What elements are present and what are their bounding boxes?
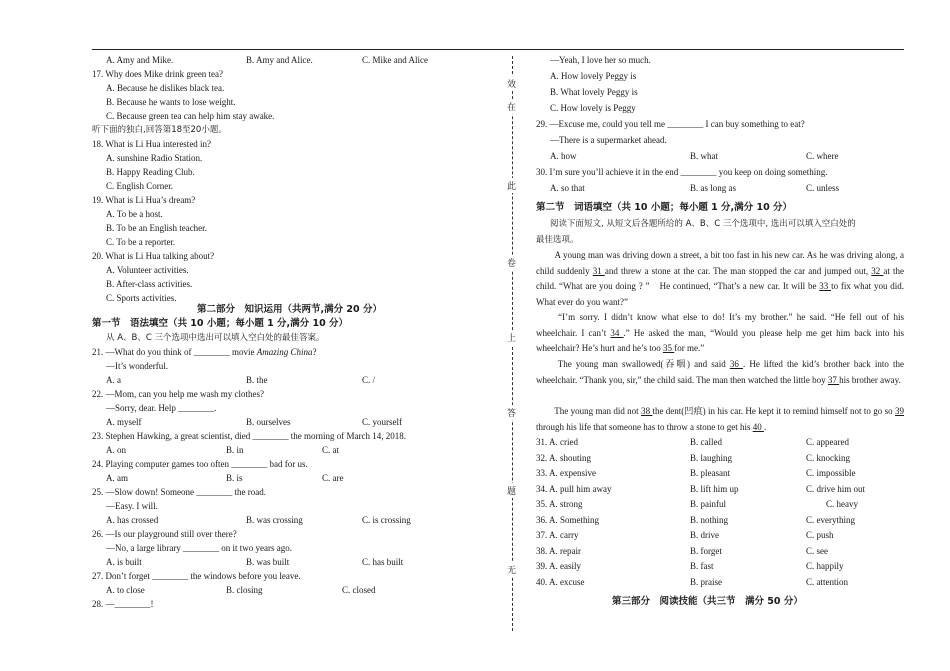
question-line: 19. What is Li Hua’s dream? (92, 195, 196, 205)
option-choice: B. nothing (690, 514, 729, 525)
option-choice: B. laughing (690, 452, 732, 463)
blank-number: 38 (641, 406, 653, 416)
binding-char: 题 (507, 483, 516, 498)
section-heading: 第一节 语法填空（共 10 小题；每小题 1 分,满分 10 分） (92, 318, 349, 329)
option-choice: C. attention (806, 576, 848, 587)
option-choice: 31. A. cried (536, 437, 578, 447)
blank-number: 36 (729, 359, 743, 369)
question-line: A. How lovely Peggy is (550, 71, 637, 81)
blank-number: 40 (752, 421, 764, 432)
question-line: 27. Don’t forget ________ the windows before you leave. (92, 571, 301, 581)
option-choice: C. appeared (806, 437, 849, 447)
passage-text: the dent(凹痕) in his car. He kept it to remind himself not to go so (652, 406, 895, 416)
question-line: C. where (806, 151, 839, 161)
section-heading: 第二部分 知识运用（共两节,满分 20 分） (197, 304, 382, 315)
question-line: C. are (322, 473, 344, 483)
binding-char: 在 (507, 99, 516, 114)
question-line: 25. —Slow down! Someone ________ the road. (92, 487, 266, 497)
option-choice: C. drive him out (806, 483, 865, 494)
question-line: A. to close (106, 585, 145, 595)
passage-text: his brother away. (839, 374, 901, 385)
blank-number: 37 (827, 374, 840, 385)
question-line: A. on (106, 445, 126, 455)
question-line: A. a (106, 375, 121, 385)
question-line: A. how (550, 151, 577, 161)
question-line: —Yeah, I love her so much. (550, 55, 651, 65)
option-choice: C. push (806, 530, 834, 540)
question-line: —It’s wonderful. (106, 361, 168, 371)
option-choice: C. everything (806, 514, 855, 525)
option-choice: 40. A. excuse (536, 576, 585, 587)
question-line: C. is crossing (362, 515, 411, 525)
question-line: C. at (322, 445, 339, 455)
section-heading: 第三部分 阅读技能（共三节 满分 50 分） (612, 596, 803, 607)
question-line: A. Volunteer activities. (106, 265, 189, 275)
passage-text: . He lifted the kid’s brother back into the wheelchair. “Thank you, sir,” the child said. The man then watched the little boy (536, 359, 905, 385)
binding-char: 答 (507, 405, 516, 420)
question-line: C. Because green tea can help him stay awake. (106, 111, 275, 121)
blank-number: 35 (662, 343, 675, 354)
option-choice: 32. A. shouting (536, 452, 592, 463)
question-line: —Sorry, dear. Help ________. (106, 403, 217, 413)
question-line: 23. Stephen Hawking, a great scientist, died ________ the morning of March 14, 2018. (92, 431, 406, 441)
question-line: 29. —Excuse me, could you tell me ________ I can buy something to eat? (536, 119, 805, 129)
question-line: 26. —Is our playground still over there? (92, 529, 237, 539)
question-line: —No, a large library ________ on it two years ago. (106, 543, 293, 553)
binding-char: 上 (507, 330, 516, 345)
question-line: B. closing (226, 585, 263, 595)
question-line: A. is built (106, 557, 142, 567)
question-line: —There is a supermarket ahead. (550, 135, 667, 145)
option-choice: B. drive (690, 530, 719, 540)
passage-text: for me.” (674, 343, 705, 354)
binding-char: 卷 (507, 255, 516, 270)
option-choice: B. called (690, 437, 722, 447)
option-choice: B. forget (690, 545, 722, 556)
question-line: A. Because he dislikes black tea. (106, 83, 225, 93)
option-choice: C. happily (806, 561, 844, 571)
question-line: 24. Playing computer games too often ________ bad for us. (92, 459, 308, 469)
question-line: B. Because he wants to lose weight. (106, 97, 236, 107)
binding-char: 此 (507, 178, 516, 193)
binding-char: 无 (507, 562, 516, 577)
instruction-text: 阅读下面短文, 从短文后各题所给的 A、B、C 三个选项中, 选出可以填入空白处的 (550, 219, 856, 229)
binding-char: 效 (507, 76, 516, 91)
option-choice: 35. A. strong (536, 499, 583, 509)
passage-text: to fix what you did. What ever do you want?” (536, 281, 905, 307)
question-line: —Easy. I will. (106, 501, 158, 511)
question-line: B. in (226, 445, 244, 455)
question-line: C. How lovely is Peggy (550, 103, 636, 113)
question-line: C. unless (806, 183, 840, 193)
passage-text: and threw a stone at the car. The man stopped the car and jumped out, (604, 265, 872, 276)
passage-text: The young man did not (536, 406, 642, 416)
option-choice: B. fast (690, 561, 714, 571)
question-line: 30. I’m sure you’ll achieve it in the end ________ you keep on doing something. (536, 167, 828, 177)
passage-text: . (763, 421, 767, 432)
section-heading: 第二节 词语填空（共 10 小题；每小题 1 分,满分 10 分） (536, 202, 793, 213)
question-line: 28. —________! (92, 599, 154, 609)
question-line: C. English Corner. (106, 181, 173, 191)
question-line: B. ourselves (246, 417, 291, 427)
question-line: A. has crossed (106, 515, 159, 525)
passage-text: The young man swallowed(吞咽) and said (536, 359, 730, 369)
question-line: B. Happy Reading Club. (106, 167, 195, 177)
option-choice: C. impossible (806, 468, 856, 478)
question-line: A. so that (550, 183, 585, 193)
question-line: C. / (362, 375, 376, 385)
option-choice: B. pleasant (690, 468, 730, 478)
top-rule (92, 49, 904, 50)
question-line: C. Sports activities. (106, 293, 177, 303)
option-choice: 34. A. pull him away (536, 483, 612, 494)
question-line: B. as long as (690, 183, 736, 193)
question-line: 20. What is Li Hua talking about? (92, 251, 215, 261)
question-line: B. is (226, 473, 243, 483)
question-line: A. Amy and Mike. (106, 55, 174, 65)
passage-text: .” He asked the man, “Would you please help me get him back into his wheelchair? He’s hurt and he’s too (536, 327, 904, 354)
question-line: A. am (106, 473, 128, 483)
option-choice: B. praise (690, 576, 722, 587)
question-line: 22. —Mom, can you help me wash my clothes? (92, 389, 264, 399)
blank-number: 31 (592, 265, 605, 276)
question-line: B. was built (246, 557, 290, 567)
passage-text: at the child. “What are you doing ? ” He continued, “That’s a new car. It will be (536, 265, 905, 292)
question-line: B. the (246, 375, 268, 385)
passage-text: A young man was driving down a street, a bit too fast in his new car. As he was driving along, a child suddenly (536, 250, 904, 276)
question-line: A. sunshine Radio Station. (106, 153, 203, 163)
option-choice: 36. A. Something (536, 514, 600, 525)
question-line: B. After-class activities. (106, 279, 193, 289)
option-choice: C. heavy (826, 499, 858, 509)
question-line: 17. Why does Mike drink green tea? (92, 69, 224, 79)
question-line: B. To be an English teacher. (106, 223, 207, 233)
question-line: B. was crossing (246, 515, 303, 525)
option-choice: 37. A. carry (536, 530, 579, 540)
option-choice: C. see (806, 545, 828, 556)
cloze-paragraph (536, 248, 904, 310)
question-line: B. Amy and Alice. (246, 55, 313, 65)
question-line: A. To be a host. (106, 209, 163, 219)
question-line: C. yourself (362, 417, 402, 427)
question-line: 18. What is Li Hua interested in? (92, 139, 212, 149)
instruction-text: 最佳选项。 (536, 235, 579, 245)
question-line: C. Mike and Alice (362, 55, 428, 65)
option-choice: 38. A. repair (536, 545, 581, 556)
cloze-paragraph (536, 404, 904, 435)
question-line: C. To be a reporter. (106, 237, 176, 247)
passage-text: through his life that someone has to throw a stone to get his (536, 421, 753, 432)
blank-number: 34 (610, 327, 624, 338)
instruction-text: 从 A、B、C 三个选项中选出可以填入空白处的最佳答案。 (106, 333, 325, 343)
cloze-paragraph (536, 357, 904, 388)
option-choice: 39. A. easily (536, 561, 581, 571)
blank-number: 39 (895, 406, 904, 416)
blank-number: 33 (819, 281, 832, 292)
question-line: A. myself (106, 417, 142, 427)
question-line: C. has built (362, 557, 404, 567)
option-choice: B. lift him up (690, 483, 739, 494)
cloze-paragraph (536, 310, 904, 357)
question-line: B. what (690, 151, 718, 161)
option-choice: C. knocking (806, 452, 850, 463)
question-line: 21. —What do you think of ________ movie Amazing China? (92, 347, 317, 357)
question-line: B. What lovely Peggy is (550, 87, 638, 97)
option-choice: 33. A. expensive (536, 468, 596, 478)
passage-text: “I’m sorry. I didn’t know what else to do! It’s my brother.” he said. “He fell out of his wheelchair. I can’t (536, 312, 904, 338)
question-line: C. closed (342, 585, 376, 595)
option-choice: B. painful (690, 499, 726, 509)
blank-number: 32 (871, 265, 884, 276)
instruction-text: 听下面的独白,回答第18至20小题。 (92, 125, 227, 135)
